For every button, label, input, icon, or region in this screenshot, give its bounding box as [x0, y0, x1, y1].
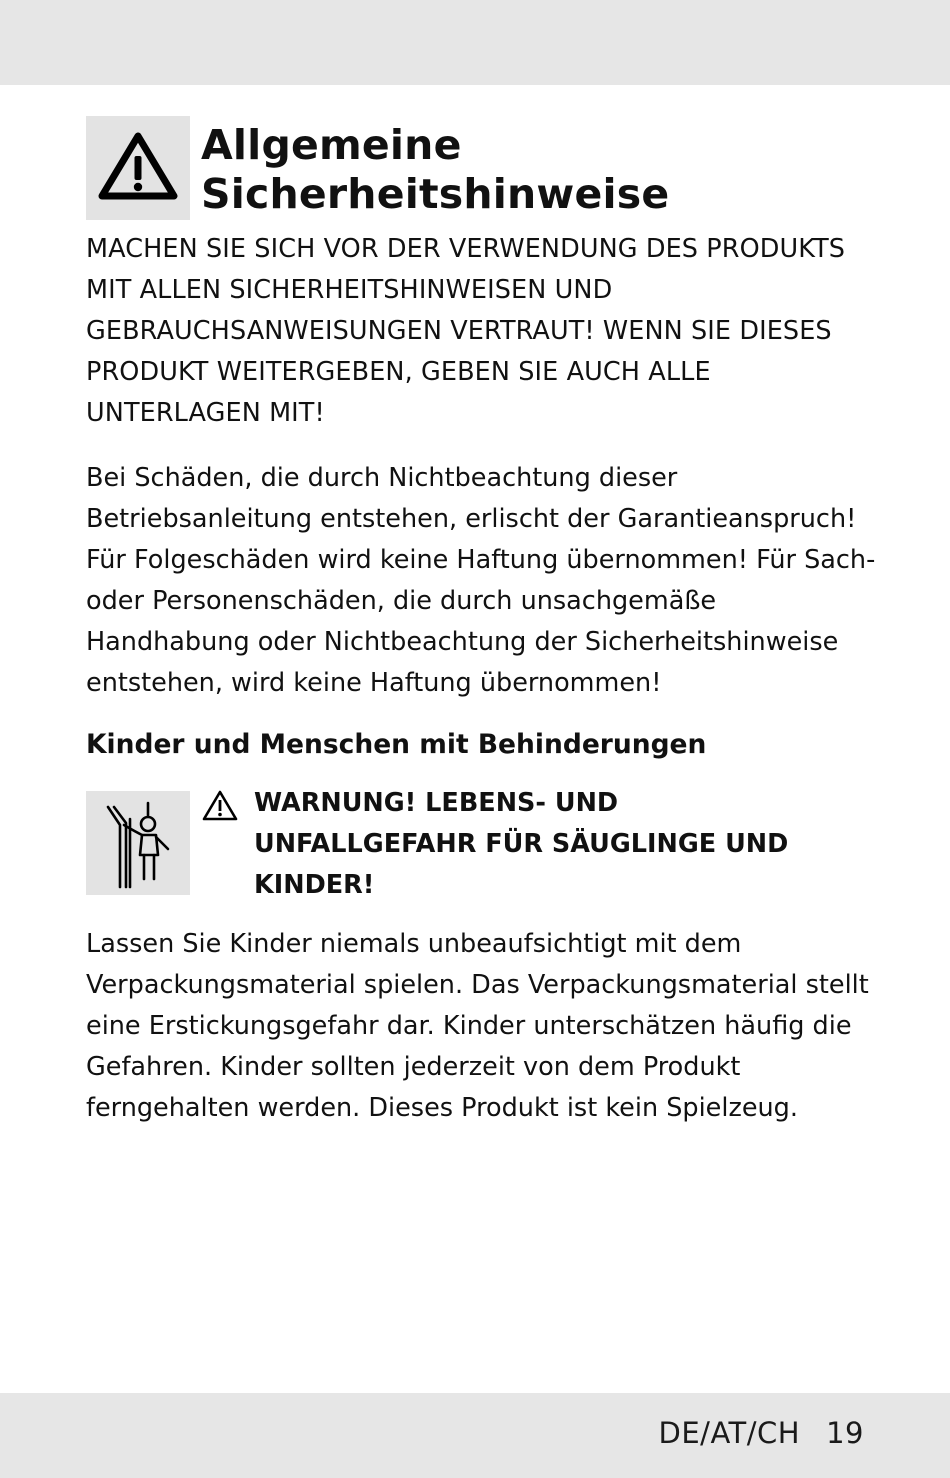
footer-region: DE/AT/CH — [658, 1416, 801, 1450]
children-body-paragraph: Lassen Sie Kinder niemals unbeaufsichtigt mit dem Verpackungsmaterial spielen. Das Verpackungsmaterial stellt eine Erstickungsgefahr dar. Kinder unterschätzen häufig die Gefahren. Kinder sollten jederzeit von dem Produkt ferngehalten werden. Dieses Produkt ist kein Spielzeug. — [86, 929, 869, 1123]
header-band — [0, 0, 950, 85]
children-heading: Kinder und Menschen mit Behinderungen — [86, 729, 707, 760]
child-safety-icon — [86, 791, 190, 895]
page-footer — [659, 1416, 864, 1450]
warning-line1: WARNUNG! LEBENS- UND — [254, 788, 619, 818]
children-warning — [201, 783, 861, 906]
intro-caps-notice: MACHEN SIE SICH VOR DER VERWENDUNG DES PRODUKTS MIT ALLEN SICHERHEITSHINWEISEN UND GEBRAUCHSANWEISUNGEN VERTRAUT! WENN SIE DIESES PRODUKT WEITERGEBEN, GEBEN SIE AUCH ALLE UNTERLAGEN MIT! — [86, 234, 846, 428]
warning-line2: UNFALLGEFAHR FÜR SÄUGLINGE UND KINDER! — [254, 829, 789, 900]
section-title-line1: Allgemeine — [201, 121, 462, 169]
page-number: 19 — [826, 1416, 864, 1450]
liability-paragraph: Bei Schäden, die durch Nichtbeachtung dieser Betriebsanleitung entstehen, erlischt der Garantieanspruch! Für Folgeschäden wird keine Haftung übernommen! Für Sach- oder Personenschäden, die durch unsachgemäße Handhabung oder Nichtbeachtung der Sicherheitshinweise entstehen, wird keine Haftung übernommen! — [86, 463, 876, 698]
section-title — [201, 121, 669, 219]
warning-icon-box — [86, 116, 190, 220]
warning-triangle-icon — [86, 116, 190, 220]
section-title-line2: Sicherheitshinweise — [201, 170, 670, 218]
child-icon-box — [86, 791, 190, 895]
